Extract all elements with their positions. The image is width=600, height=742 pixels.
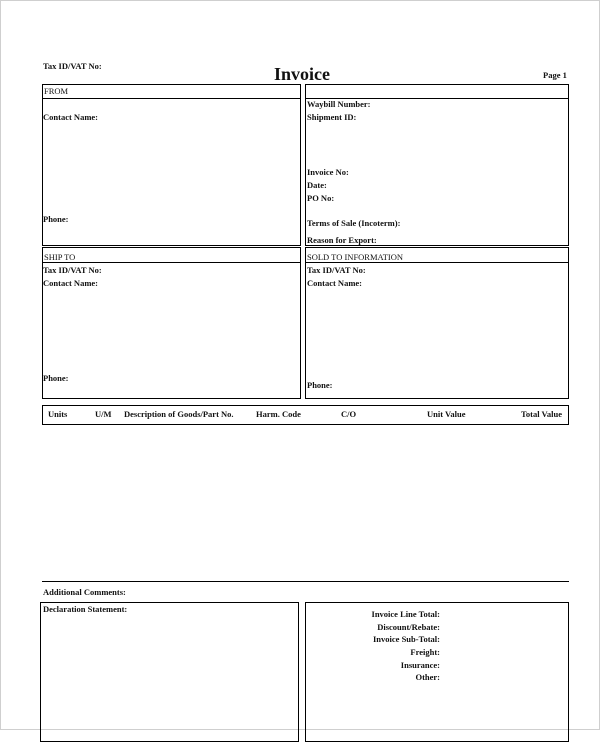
additional-comments-label: Additional Comments: bbox=[43, 587, 126, 597]
declaration-statement-label: Declaration Statement: bbox=[43, 604, 128, 614]
declaration-box bbox=[40, 602, 299, 742]
po-number-label: PO No: bbox=[307, 193, 335, 203]
invoice-line-total-label: Invoice Line Total: bbox=[371, 609, 440, 619]
column-header-harm-code: Harm. Code bbox=[256, 409, 301, 419]
from-header-divider bbox=[43, 98, 300, 99]
sold-to-header-divider bbox=[306, 262, 568, 263]
ship-to-header-divider bbox=[43, 262, 300, 263]
header-tax-id-label: Tax ID/VAT No: bbox=[43, 61, 102, 71]
sold-to-phone-label: Phone: bbox=[307, 380, 333, 390]
from-phone-label: Phone: bbox=[43, 214, 69, 224]
from-contact-name-label: Contact Name: bbox=[43, 112, 98, 122]
column-header-total-value: Total Value bbox=[521, 409, 563, 419]
reason-for-export-label: Reason for Export: bbox=[307, 235, 377, 245]
sold-to-tax-label: Tax ID/VAT No: bbox=[307, 265, 366, 275]
comments-divider bbox=[42, 581, 569, 582]
from-box bbox=[42, 84, 301, 246]
discount-rebate-label: Discount/Rebate: bbox=[377, 622, 440, 632]
invoice-number-label: Invoice No: bbox=[307, 167, 349, 177]
column-header-description: Description of Goods/Part No. bbox=[124, 409, 234, 419]
from-heading: FROM bbox=[44, 86, 69, 96]
ship-to-phone-label: Phone: bbox=[43, 373, 69, 383]
column-header-co: C/O bbox=[341, 409, 357, 419]
date-label: Date: bbox=[307, 180, 327, 190]
page-title: Invoice bbox=[274, 64, 330, 84]
shipment-id-label: Shipment ID: bbox=[307, 112, 357, 122]
waybill-number-label: Waybill Number: bbox=[307, 99, 371, 109]
column-header-unit-value: Unit Value bbox=[427, 409, 466, 419]
ship-to-contact-name-label: Contact Name: bbox=[43, 278, 98, 288]
terms-of-sale-label: Terms of Sale (Incoterm): bbox=[307, 218, 401, 228]
sold-to-contact-name-label: Contact Name: bbox=[307, 278, 362, 288]
invoice-subtotal-label: Invoice Sub-Total: bbox=[373, 634, 440, 644]
page-number: Page 1 bbox=[543, 70, 567, 80]
column-header-units: Units bbox=[48, 409, 68, 419]
sold-to-heading: SOLD TO INFORMATION bbox=[307, 252, 404, 262]
ship-to-tax-label: Tax ID/VAT No: bbox=[43, 265, 102, 275]
freight-label: Freight: bbox=[410, 647, 440, 657]
other-label: Other: bbox=[415, 672, 440, 682]
insurance-label: Insurance: bbox=[400, 660, 440, 670]
items-table-header bbox=[42, 405, 569, 425]
column-header-um: U/M bbox=[95, 409, 112, 419]
ship-to-heading: SHIP TO bbox=[44, 252, 76, 262]
